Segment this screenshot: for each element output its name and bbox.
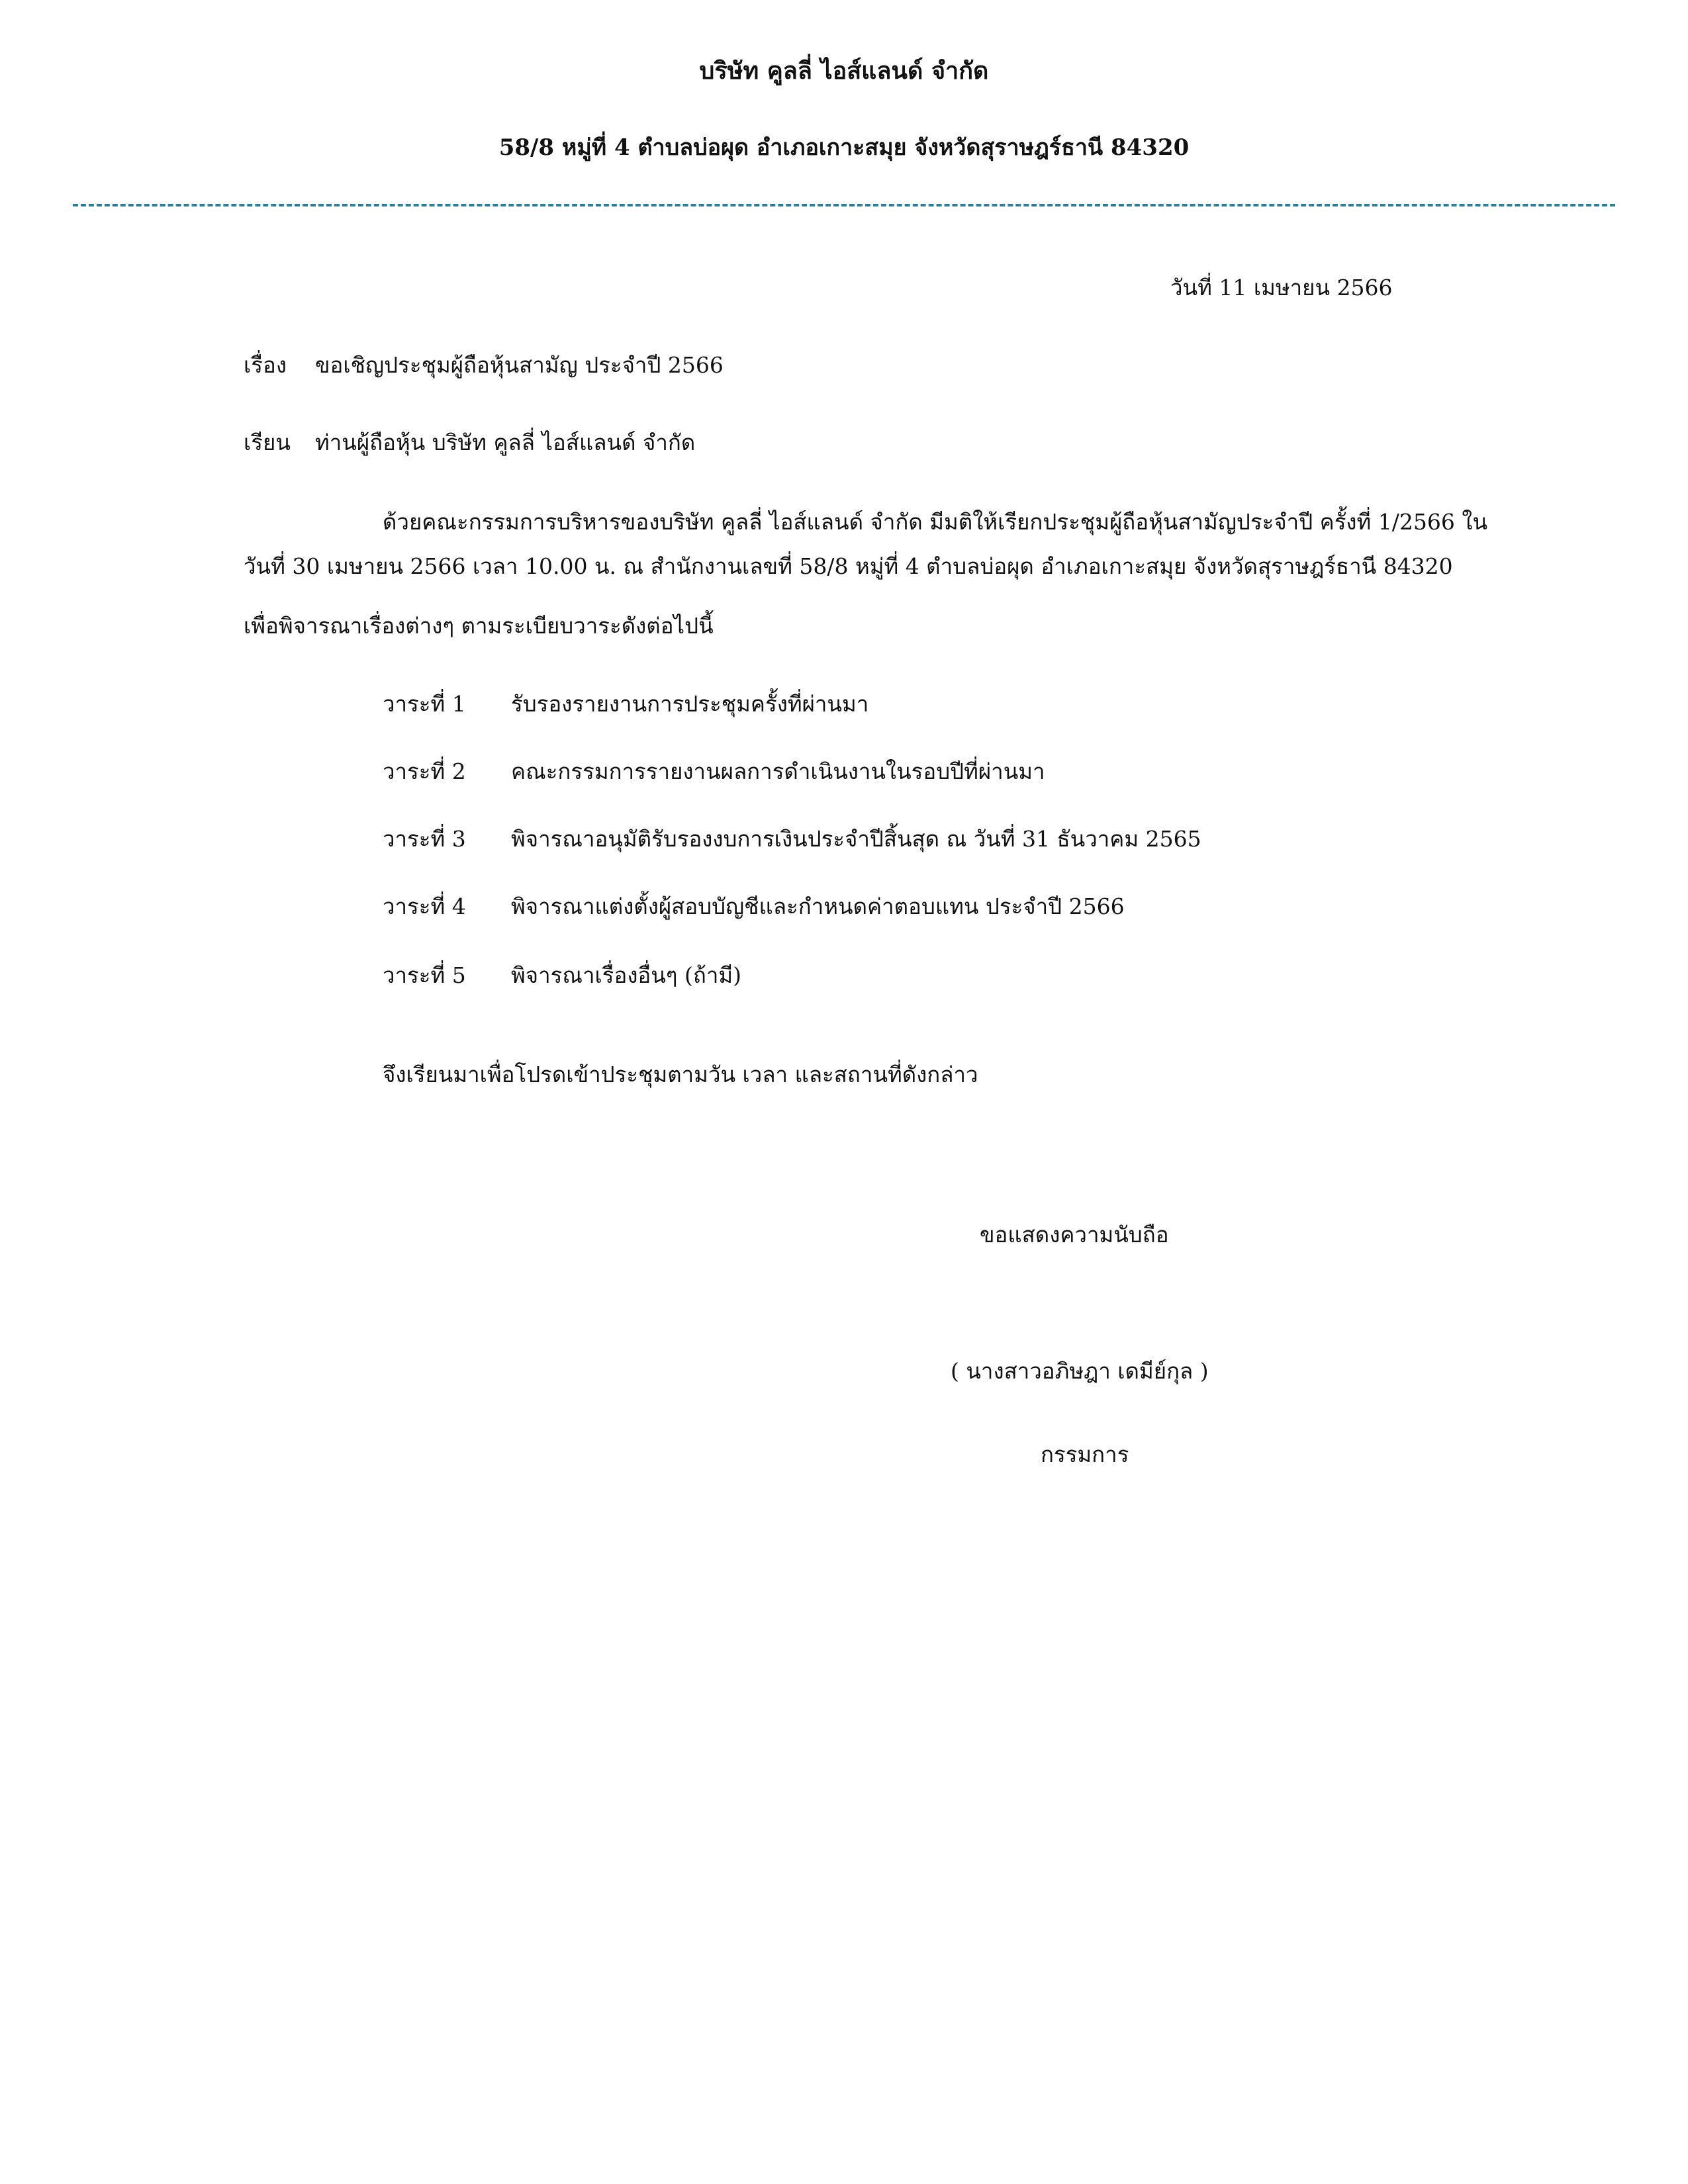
recipient-label: เรียน xyxy=(244,430,291,455)
regards-text: ขอแสดงความนับถือ xyxy=(980,1222,1169,1248)
company-name: บริษัท คูลลี่ ไอส์แลนด์ จำกัด xyxy=(699,57,989,85)
agenda-number: วาระที่ 4 xyxy=(383,893,466,919)
letter-date: วันที่ 11 เมษายน 2566 xyxy=(1170,275,1393,300)
agenda-number: วาระที่ 5 xyxy=(383,962,466,988)
agenda-number: วาระที่ 1 xyxy=(383,691,466,717)
agenda-number: วาระที่ 2 xyxy=(383,758,466,784)
signer-position: กรรมการ xyxy=(1041,1441,1129,1467)
signer-name: ( นางสาวอภิษฎา เดมีย์กุล ) xyxy=(951,1358,1209,1384)
header-divider xyxy=(73,204,1615,206)
agenda-item: คณะกรรมการรายงานผลการดำเนินงานในรอบปีที่ผ่านมา xyxy=(511,758,1045,784)
recipient-text: ท่านผู้ถือหุ้น บริษัท คูลลี่ ไอส์แลนด์ จำกัด xyxy=(315,430,696,455)
agenda-item: พิจารณาเรื่องอื่นๆ (ถ้ามี) xyxy=(511,962,742,988)
body-paragraph-line: ด้วยคณะกรรมการบริหารของบริษัท คูลลี่ ไอส์แลนด์ จำกัด มีมติให้เรียกประชุมผู้ถือหุ้นสามัญประจำปี ครั้งที่ 1/2566 ใน xyxy=(383,509,1488,535)
body-paragraph-line: วันที่ 30 เมษายน 2566 เวลา 10.00 น. ณ สำนักงานเลขที่ 58/8 หมู่ที่ 4 ตำบลบ่อผุด อำเภอเกาะสมุย จังหวัดสุราษฎร์ธานี 84320 xyxy=(244,553,1453,579)
agenda-number: วาระที่ 3 xyxy=(383,826,466,852)
agenda-item: พิจารณาแต่งตั้งผู้สอบบัญชีและกำหนดค่าตอบแทน ประจำปี 2566 xyxy=(511,893,1125,919)
subject-text: ขอเชิญประชุมผู้ถือหุ้นสามัญ ประจำปี 2566 xyxy=(315,352,724,378)
company-address: 58/8 หมู่ที่ 4 ตำบลบ่อผุด อำเภอเกาะสมุย จังหวัดสุราษฎร์ธานี 84320 xyxy=(498,134,1190,161)
subject-label: เรื่อง xyxy=(244,352,287,378)
body-paragraph-line: เพื่อพิจารณาเรื่องต่างๆ ตามระเบียบวาระดังต่อไปนี้ xyxy=(244,613,714,639)
agenda-item: พิจารณาอนุมัติรับรองงบการเงินประจำปีสิ้นสุด ณ วันที่ 31 ธันวาคม 2565 xyxy=(511,826,1201,852)
closing-sentence: จึงเรียนมาเพื่อโปรดเข้าประชุมตามวัน เวลา และสถานที่ดังกล่าว xyxy=(383,1062,978,1087)
agenda-item: รับรองรายงานการประชุมครั้งที่ผ่านมา xyxy=(511,691,869,717)
